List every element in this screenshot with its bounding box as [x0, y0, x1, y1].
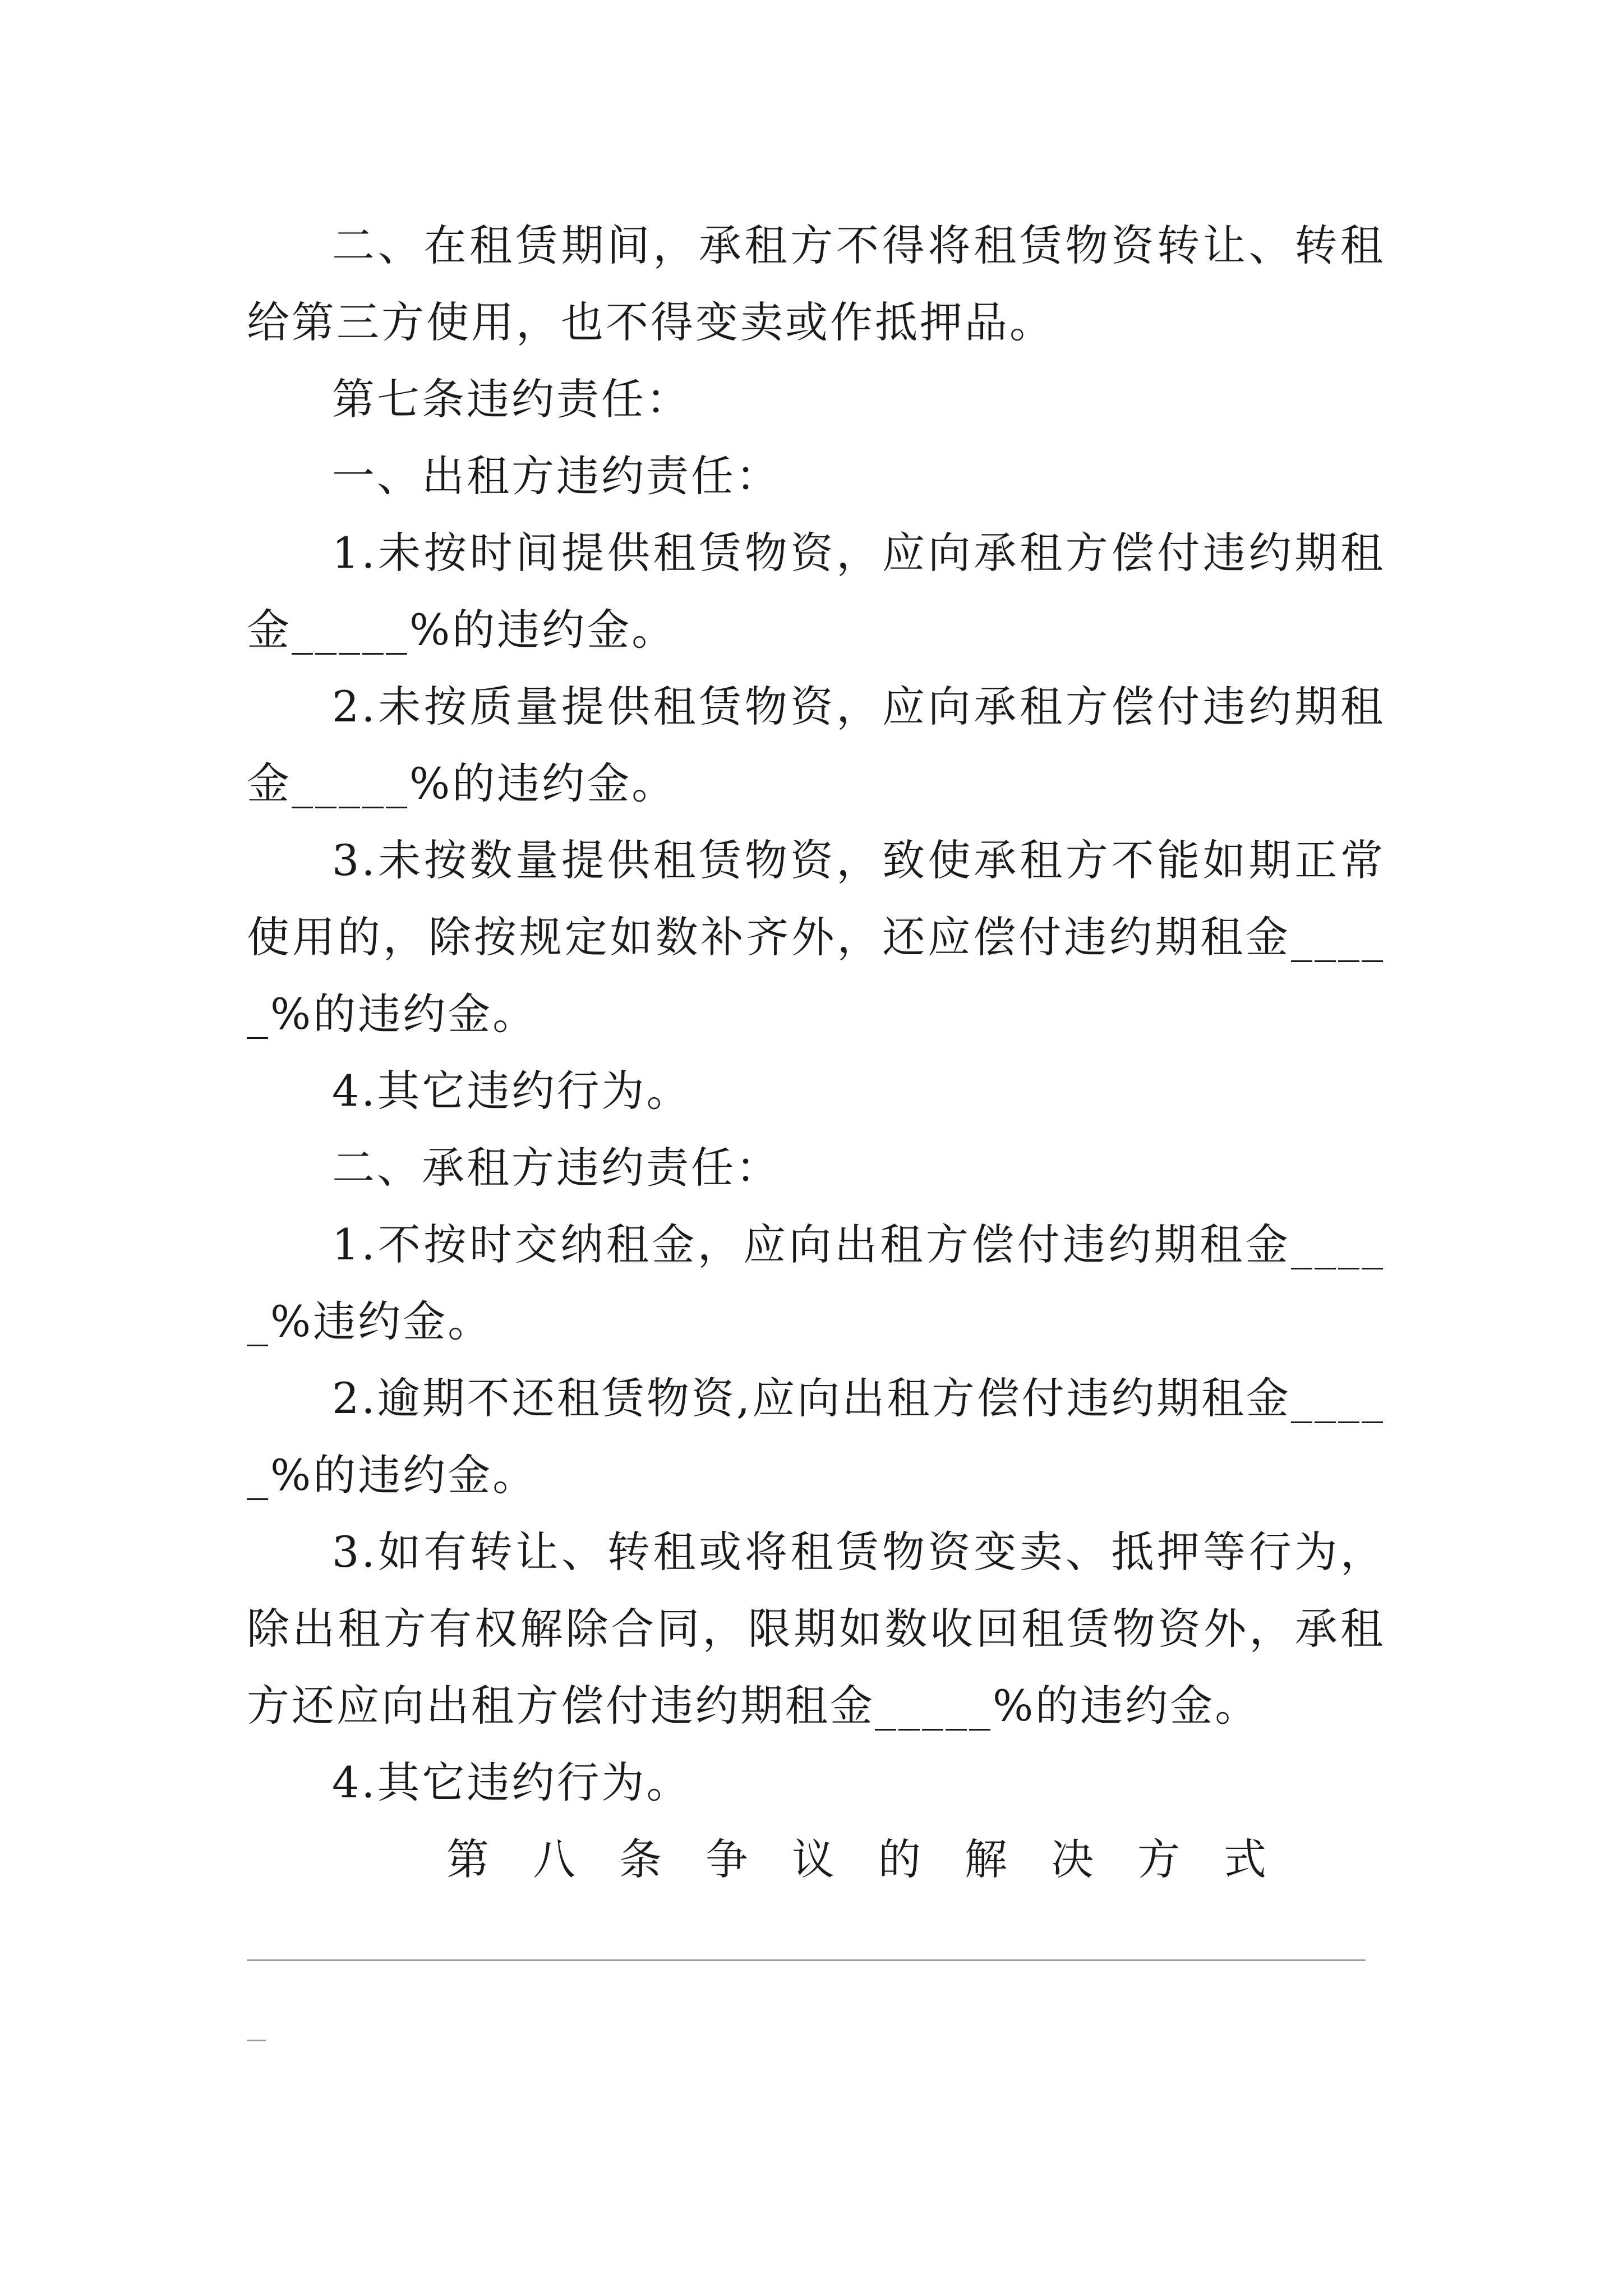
- lessor-clause-4: 4.其它违约行为。: [332, 1066, 691, 1116]
- paragraph-no-sublease: 二、在租赁期间，承租方不得将租赁物资转让、转租给第三方使用，也不得变卖或作抵押品。: [247, 220, 1385, 347]
- lessee-clause-3: 3.如有转让、转租或将租赁物资变卖、抵押等行为，除出租方有权解除合同，限期如数收回租赁物资外，承租方还应向出租方偿付违约期租金_____%的违约金。: [247, 1527, 1385, 1731]
- article-8-heading: 第八条争议的解决方式: [446, 1834, 1310, 1884]
- lessee-clause-1: 1.不按时交纳租金，应向出租方偿付违约期租金_____%违约金。: [247, 1220, 1385, 1346]
- lessor-clause-1: 1.未按时间提供租赁物资，应向承租方偿付违约期租金_____%的违约金。: [247, 528, 1385, 655]
- lessee-clause-4: 4.其它违约行为。: [332, 1757, 691, 1807]
- lessor-clause-3: 3.未按数量提供租赁物资，致使承租方不能如期正常使用的，除按规定如数补齐外，还应偿付违约期租金_____%的违约金。: [247, 835, 1385, 1039]
- article-7-heading: 第七条违约责任：: [332, 374, 691, 424]
- document-body: [247, 207, 1385, 1898]
- fill-in-blank-line: [247, 1959, 1366, 1961]
- lessor-liability-heading: 一、出租方违约责任：: [332, 451, 781, 501]
- fill-in-blank-line-continuation: [247, 2040, 266, 2041]
- lessor-clause-2: 2.未按质量提供租赁物资，应向承租方偿付违约期租金_____%的违约金。: [247, 682, 1385, 808]
- lessee-clause-2: 2.逾期不还租赁物资,应向出租方偿付违约期租金_____%的违约金。: [247, 1373, 1385, 1500]
- lessee-liability-heading: 二、承租方违约责任：: [332, 1143, 781, 1193]
